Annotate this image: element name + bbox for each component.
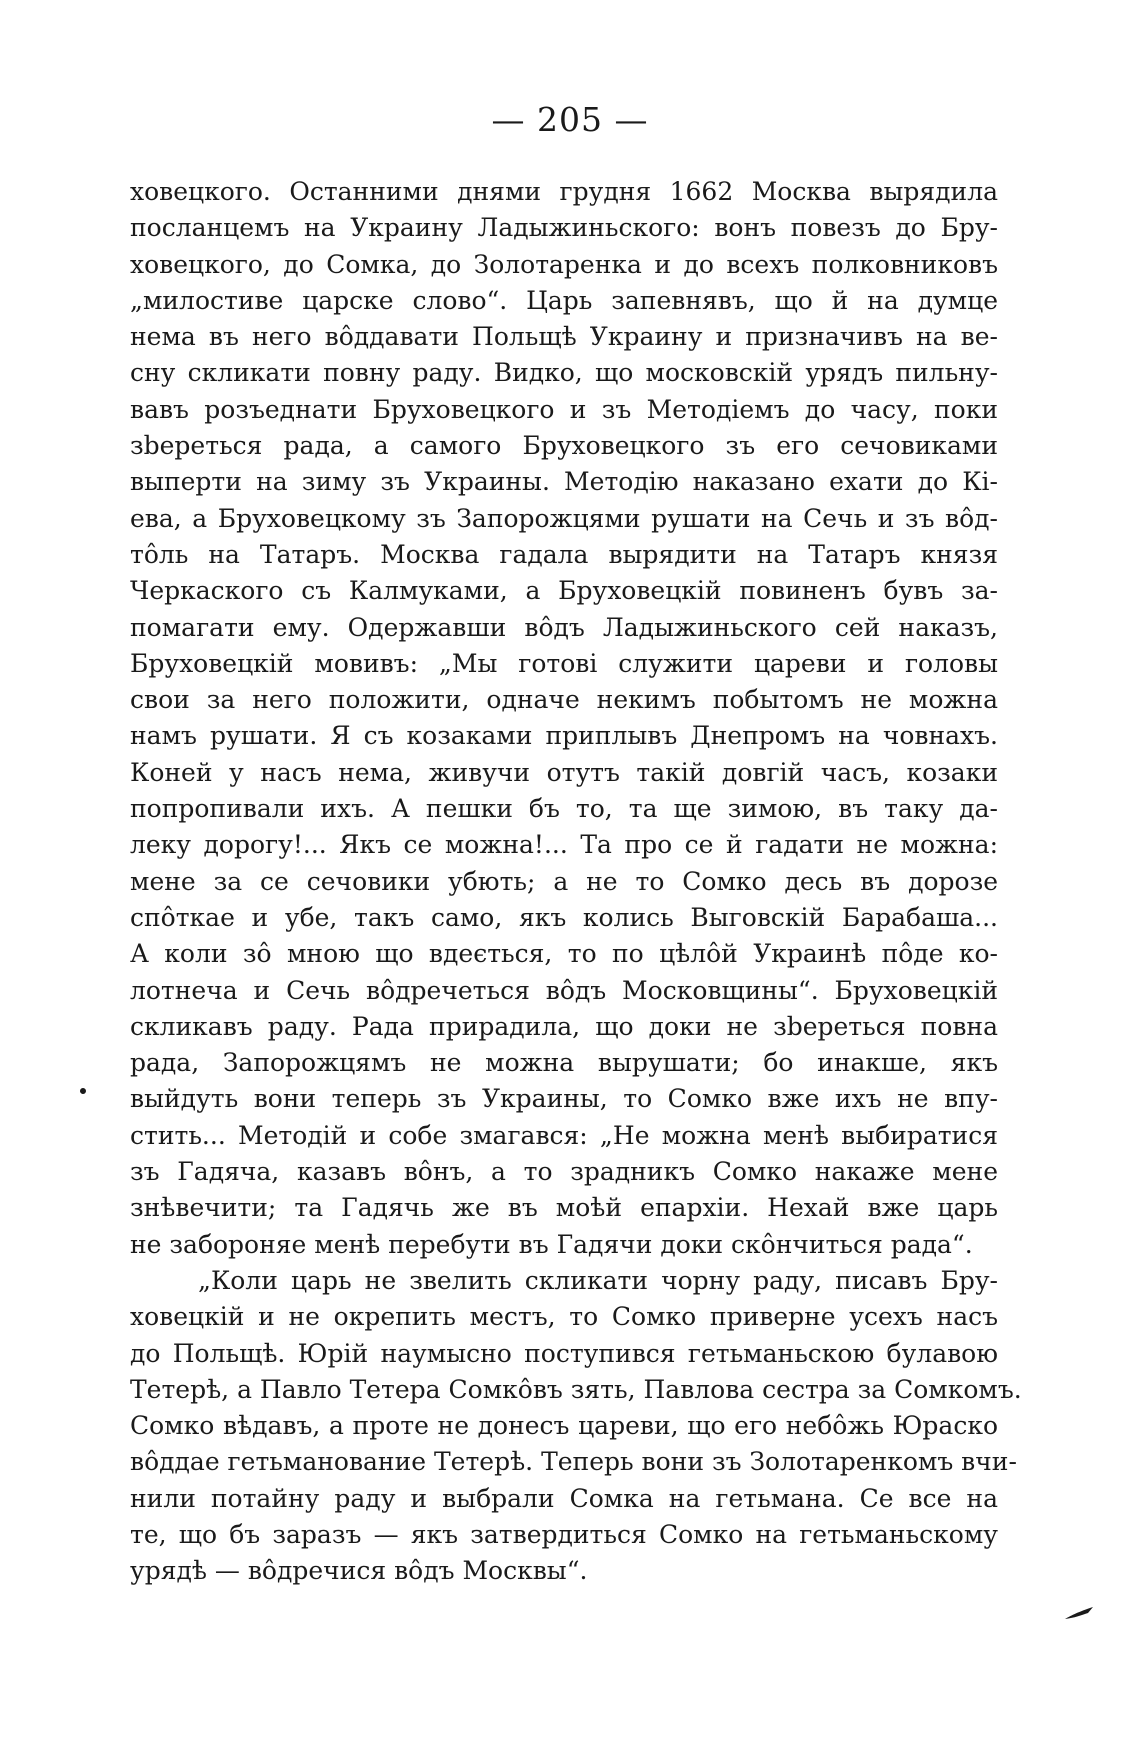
- text-line: свои за него положити, одначе некимъ побытомъ не можна: [130, 685, 998, 715]
- text-line: вавъ розъеднати Бруховецкого и зъ Методіемъ до часу, поки: [130, 394, 998, 424]
- text-line: Сомко вѣдавъ, а проте не донесъ цареви, що его небôжь Юраско: [130, 1411, 998, 1441]
- text-line: помагати ему. Одержавши вôдъ Ладыжиньского сей наказъ,: [130, 612, 998, 642]
- text-line: Бруховецкій мовивъ: „Мы готові служити цареви и головы: [130, 648, 998, 678]
- text-line: спôткае и убе, такъ само, якъ колись Выговскій Барабаша...: [130, 902, 998, 932]
- text-line: не забороняе менѣ перебути въ Гадячи доки скôнчиться рада“.: [130, 1229, 973, 1259]
- text-line: выперти на зиму зъ Украины. Методію наказано ехати до Кі-: [130, 467, 998, 497]
- text-line: стить... Методій и собе змагався: „Не можна менѣ выбиратися: [130, 1120, 998, 1150]
- text-line: урядѣ — вôдречися вôдъ Москвы“.: [130, 1556, 588, 1586]
- text-line: А коли зô мною що вдеється, то по цѣлôй Украинѣ пôде ко-: [130, 939, 998, 969]
- text-line: сну скликати повну раду. Видко, що московскій урядъ пильну-: [130, 358, 998, 388]
- text-line: леку дорогу!... Якъ се можна!... Та про се й гадати не можна:: [130, 830, 998, 860]
- text-line: тôль на Татаръ. Москва гадала вырядити на Татаръ князя: [130, 539, 998, 569]
- body-text: [130, 174, 1022, 1590]
- text-line: те, що бъ заразъ — якъ затвердиться Сомко на гетьманьскому: [130, 1519, 998, 1549]
- text-line: нема въ него вôддавати Польщѣ Украину и призначивъ на ве-: [130, 322, 998, 352]
- text-line: вôддае гетьманование Тетерѣ. Теперь вони зъ Золотаренкомъ вчи-: [130, 1447, 1017, 1477]
- text-line: Черкаского съ Калмуками, а Бруховецкій повиненъ бувъ за-: [130, 576, 998, 606]
- text-line: лотнеча и Сечь вôдречеться вôдъ Московщины“. Бруховецкій: [130, 975, 998, 1005]
- text-line: знѣвечити; та Гадячь же въ моѣй епархіи. Нехай вже царь: [130, 1193, 998, 1223]
- text-line: попропивали ихъ. А пешки бъ то, та ще зимою, въ таку да-: [130, 794, 998, 824]
- text-line: „милостиве царске слово“. Царь запевнявъ, що й на думце: [130, 285, 998, 315]
- text-line: мене за се сечовики убють; а не то Сомко десь въ дорозе: [130, 866, 998, 896]
- text-line: рада, Запорожцямъ не можна вырушати; бо инакше, якъ: [130, 1048, 998, 1078]
- ink-flourish: [1064, 1606, 1094, 1620]
- text-line: зbереться рада, а самого Бруховецкого зъ его сечовиками: [130, 431, 998, 461]
- page-number: — 205 —: [491, 100, 649, 139]
- text-line: „Коли царь не звелить скликати чорну раду, писавъ Бру-: [198, 1265, 998, 1295]
- text-line: Тетерѣ, а Павло Тетера Сомкôвъ зять, Павлова сестра за Сомкомъ.: [130, 1374, 1022, 1404]
- text-line: ховецкій и не окрепить местъ, то Сомко приверне усехъ насъ: [130, 1302, 998, 1332]
- text-line: ева, а Бруховецкому зъ Запорожцями рушати на Сечь и зъ вôд-: [130, 503, 998, 533]
- text-line: посланцемъ на Украину Ладыжиньского: вонъ повезъ до Бру-: [130, 213, 998, 243]
- text-line: до Польщѣ. Юрій наумысно поступився гетьманьскою булавою: [130, 1338, 998, 1368]
- text-line: выйдуть вони теперь зъ Украины, то Сомко вже ихъ не впу-: [130, 1084, 998, 1114]
- text-line: намъ рушати. Я съ козаками приплывъ Днепромъ на човнахъ.: [130, 721, 998, 751]
- ink-speck: [79, 1087, 87, 1095]
- text-line: ховецкого, до Сомка, до Золотаренка и до всехъ полковниковъ: [130, 249, 998, 279]
- text-line: ховецкого. Останними днями грудня 1662 Москва вырядила: [130, 177, 998, 206]
- text-line: Коней у насъ нема, живучи отутъ такій довгій часъ, козаки: [130, 757, 998, 787]
- text-line: нили потайну раду и выбрали Сомка на гетьмана. Се все на: [130, 1483, 998, 1513]
- text-line: скликавъ раду. Рада прирадила, що доки не зbереться повна: [130, 1011, 998, 1041]
- text-line: зъ Гадяча, казавъ вôнъ, а то зрадникъ Сомко накаже мене: [130, 1157, 998, 1187]
